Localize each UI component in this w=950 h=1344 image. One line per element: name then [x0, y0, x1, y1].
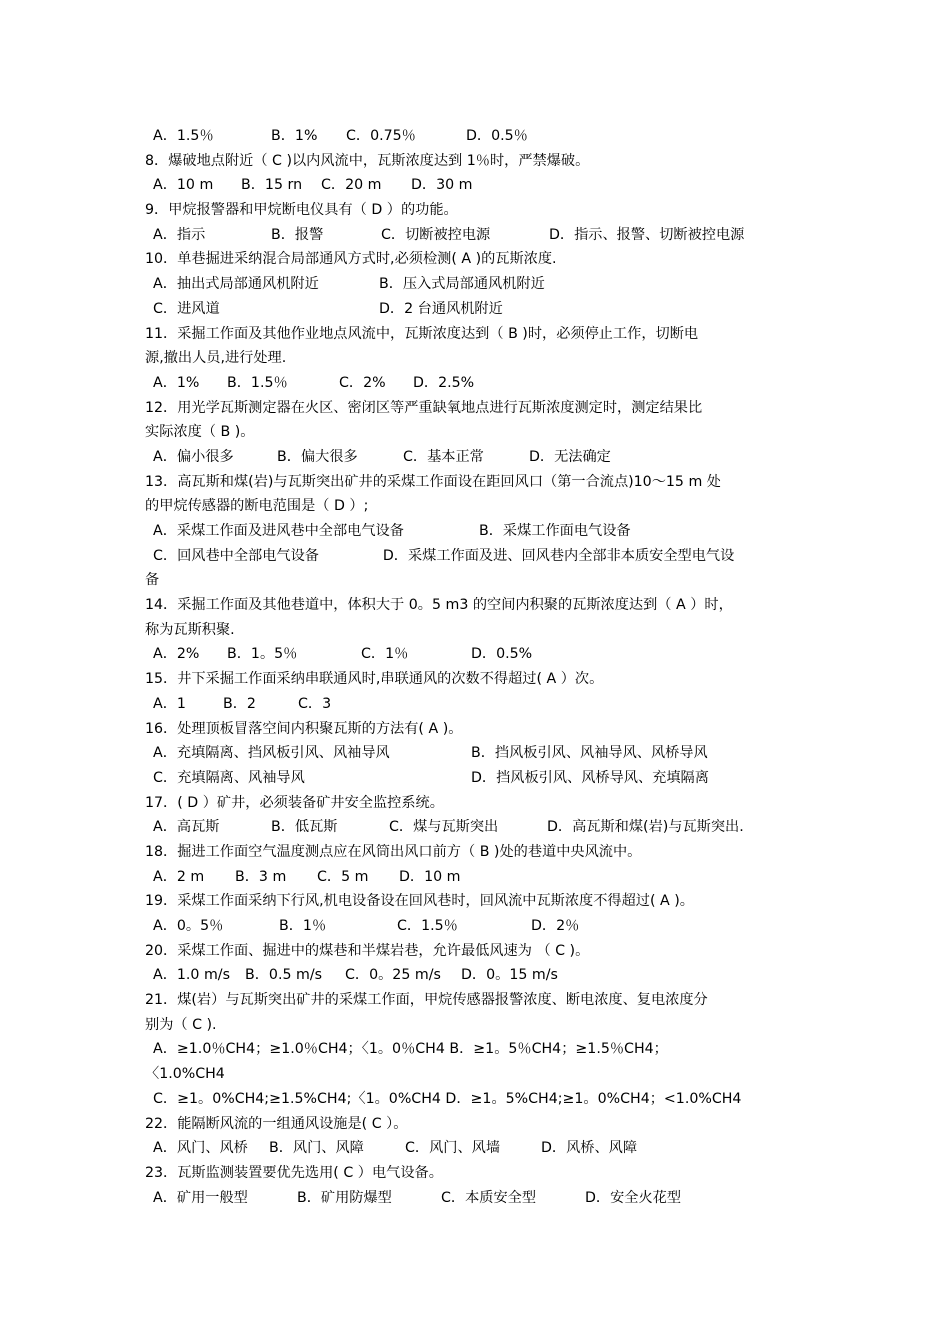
- option-item: A．风门、风桥: [153, 1140, 248, 1157]
- option-item: A．2 m: [153, 868, 205, 885]
- text-line: 19．采煤工作面采纳下行风,机电设备设在回风巷时，回风流中瓦斯浓度不得超过( A )。: [145, 893, 694, 910]
- text-line: 实际浓度（ B )。: [145, 424, 255, 441]
- option-item: C．切断被控电源: [381, 226, 491, 243]
- option-item: D．指示、报警、切断被控电源: [549, 226, 745, 243]
- text-line: 14．采掘工作面及其他巷道中，体积大于 0。5 m3 的空间内积聚的瓦斯浓度达到（ A ）时，: [145, 597, 733, 614]
- text-line: 15．井下采掘工作面采纳串联通风时,串联通风的次数不得超过( A ）次。: [145, 671, 604, 688]
- option-item: A．1: [153, 695, 186, 712]
- option-item: D．风桥、风障: [541, 1140, 638, 1157]
- text-line: 21．煤(岩）与瓦斯突出矿井的采煤工作面，甲烷传感器报警浓度、断电浓度、复电浓度分: [145, 992, 708, 1009]
- options-line: A．≥1.0％CH4；≥1.0％CH4；〈1。0％CH4 B．≥1。5％CH4；≥1.5％CH4；: [153, 1041, 668, 1058]
- option-item: A．1.5％: [153, 128, 214, 144]
- option-item: C．0。25 m/s: [345, 967, 441, 984]
- option-item: B．1％: [279, 918, 327, 934]
- options-line: [145, 1136, 815, 1161]
- option-item: C．进风道: [153, 300, 220, 317]
- option-item: C．煤与瓦斯突出: [389, 819, 499, 836]
- option-item: B．偏大很多: [277, 448, 358, 465]
- document-body: [145, 124, 815, 1210]
- option-item: C．基本正常: [403, 448, 484, 465]
- text-line: 〈1.0%CH4: [145, 1066, 225, 1083]
- options-line: [145, 914, 815, 939]
- text-line: 17．( D ）矿井，必须装备矿井安全监控系统。: [145, 794, 444, 811]
- options-line: C．≥1。0%CH4;≥1.5%CH4;〈1。0%CH4 D．≥1。5%CH4;≥1。0%CH4；<1.0%CH4: [153, 1090, 742, 1107]
- option-item: B．15 rn: [241, 177, 303, 194]
- option-item: C．回风巷中全部电气设备: [153, 547, 319, 564]
- options-line: [145, 1186, 815, 1211]
- options-line: [145, 272, 815, 297]
- option-item: A．矿用一般型: [153, 1189, 248, 1206]
- option-item: B．压入式局部通风机附近: [379, 276, 545, 293]
- option-item: D．0.5%: [471, 646, 533, 663]
- text-line: 23．瓦斯监测装置要优先选用( C ）电气设备。: [145, 1164, 443, 1181]
- option-item: A．1%: [153, 374, 200, 391]
- option-item: B．低瓦斯: [271, 819, 338, 836]
- options-line: [145, 642, 815, 667]
- text-line: 备: [145, 572, 160, 589]
- option-item: D．挡风板引风、风桥导风、充填隔离: [471, 769, 709, 786]
- option-item: D．2 台通风机附近: [379, 300, 503, 317]
- option-item: A．1.0 m/s: [153, 967, 230, 984]
- option-item: D．2.5%: [413, 374, 475, 391]
- option-item: B．1.5％: [227, 374, 288, 391]
- option-item: D．0.5％: [466, 128, 528, 144]
- options-line: [145, 544, 815, 569]
- option-item: C．1％: [361, 646, 409, 663]
- text-line: 10．单巷掘进采纳混合局部通风方式时,必须检测( A )的瓦斯浓度.: [145, 251, 557, 268]
- option-item: D．10 m: [399, 868, 461, 885]
- option-item: D．高瓦斯和煤(岩)与瓦斯突出.: [547, 819, 744, 836]
- text-line: 8．爆破地点附近（ C )以内风流中，瓦斯浓度达到 1％时，严禁爆破。: [145, 152, 590, 169]
- option-item: D．2％: [531, 918, 580, 934]
- options-line: [145, 692, 815, 717]
- options-line: [145, 223, 815, 248]
- option-item: C．充填隔离、风袖导风: [153, 769, 305, 786]
- option-item: D．30 m: [411, 177, 473, 194]
- options-line: [145, 173, 815, 198]
- options-line: [145, 519, 815, 544]
- option-item: D．安全火花型: [585, 1189, 682, 1206]
- option-item: B．1。5％: [227, 646, 298, 663]
- options-line: [145, 865, 815, 890]
- option-item: A．0。5％: [153, 918, 224, 934]
- text-line: 20．采煤工作面、掘进中的煤巷和半煤岩巷，允许最低风速为 （ C )。: [145, 942, 590, 959]
- option-item: C．风门、风墙: [405, 1140, 501, 1157]
- option-item: A．高瓦斯: [153, 819, 220, 836]
- option-item: B．采煤工作面电气设备: [479, 523, 631, 539]
- option-item: A．采煤工作面及进风巷中全部电气设备: [153, 523, 404, 539]
- option-item: D．采煤工作面及进、回风巷内全部非本质安全型电气设: [382, 547, 735, 564]
- option-item: B．2: [223, 695, 256, 712]
- options-line: [145, 297, 815, 322]
- text-line: 12．用光学瓦斯测定器在火区、密闭区等严重缺氧地点进行瓦斯浓度测定时，测定结果比: [145, 399, 703, 416]
- text-line: 的甲烷传感器的断电范围是（ D ）;: [145, 498, 369, 515]
- text-line: 18．掘进工作面空气温度测点应在风筒出风口前方（ B )处的巷道中央风流中。: [145, 843, 642, 860]
- option-item: C．0.75％: [346, 128, 416, 144]
- options-line: [145, 371, 815, 396]
- text-line: 源,撤出人员,进行处理.: [145, 350, 287, 367]
- option-item: C．5 m: [317, 868, 369, 885]
- options-line: [145, 445, 815, 470]
- text-line: 22．能隔断风流的一组通风设施是( C ）。: [145, 1115, 408, 1132]
- option-item: C．本质安全型: [441, 1189, 537, 1206]
- option-item: B．挡风板引风、风袖导风、风桥导风: [471, 745, 708, 762]
- option-item: A．偏小很多: [153, 448, 234, 465]
- option-item: D．0。15 m/s: [461, 967, 558, 984]
- options-line: [145, 963, 815, 988]
- option-item: A．抽出式局部通风机附近: [153, 276, 319, 293]
- option-item: C．20 m: [321, 177, 382, 194]
- options-line: [145, 124, 815, 149]
- option-item: A．指示: [153, 226, 206, 243]
- text-line: 13．高瓦斯和煤(岩)与瓦斯突出矿井的采煤工作面设在距回风口（第一合流点)10～15 m 处: [145, 473, 721, 490]
- option-item: B．矿用防爆型: [297, 1189, 392, 1206]
- option-item: A．充填隔离、挡风板引风、风袖导风: [153, 745, 390, 762]
- option-item: B．1%: [271, 128, 318, 144]
- option-item: B．报警: [271, 226, 324, 243]
- text-line: 16．处理顶板冒落空间内积聚瓦斯的方法有( A )。: [145, 720, 463, 737]
- option-item: C．3: [298, 695, 332, 712]
- options-line: [145, 741, 815, 766]
- text-line: 11．采掘工作面及其他作业地点风流中，瓦斯浓度达到（ B )时，必须停止工作，切断电: [145, 325, 699, 342]
- option-item: A．2%: [153, 646, 200, 663]
- text-line: 别为（ C ).: [145, 1016, 217, 1033]
- text-line: 9．甲烷报警器和甲烷断电仪具有（ D ）的功能。: [145, 202, 458, 219]
- option-item: D．无法确定: [529, 448, 611, 465]
- option-item: B．风门、风障: [269, 1140, 364, 1157]
- option-item: B．0.5 m/s: [245, 967, 322, 984]
- text-line: 称为瓦斯积聚.: [145, 621, 235, 638]
- option-item: A．10 m: [153, 177, 214, 194]
- options-line: [145, 815, 815, 840]
- option-item: C．1.5％: [397, 918, 458, 934]
- options-line: [145, 766, 815, 791]
- option-item: B．3 m: [235, 868, 287, 885]
- option-item: C．2%: [339, 374, 386, 391]
